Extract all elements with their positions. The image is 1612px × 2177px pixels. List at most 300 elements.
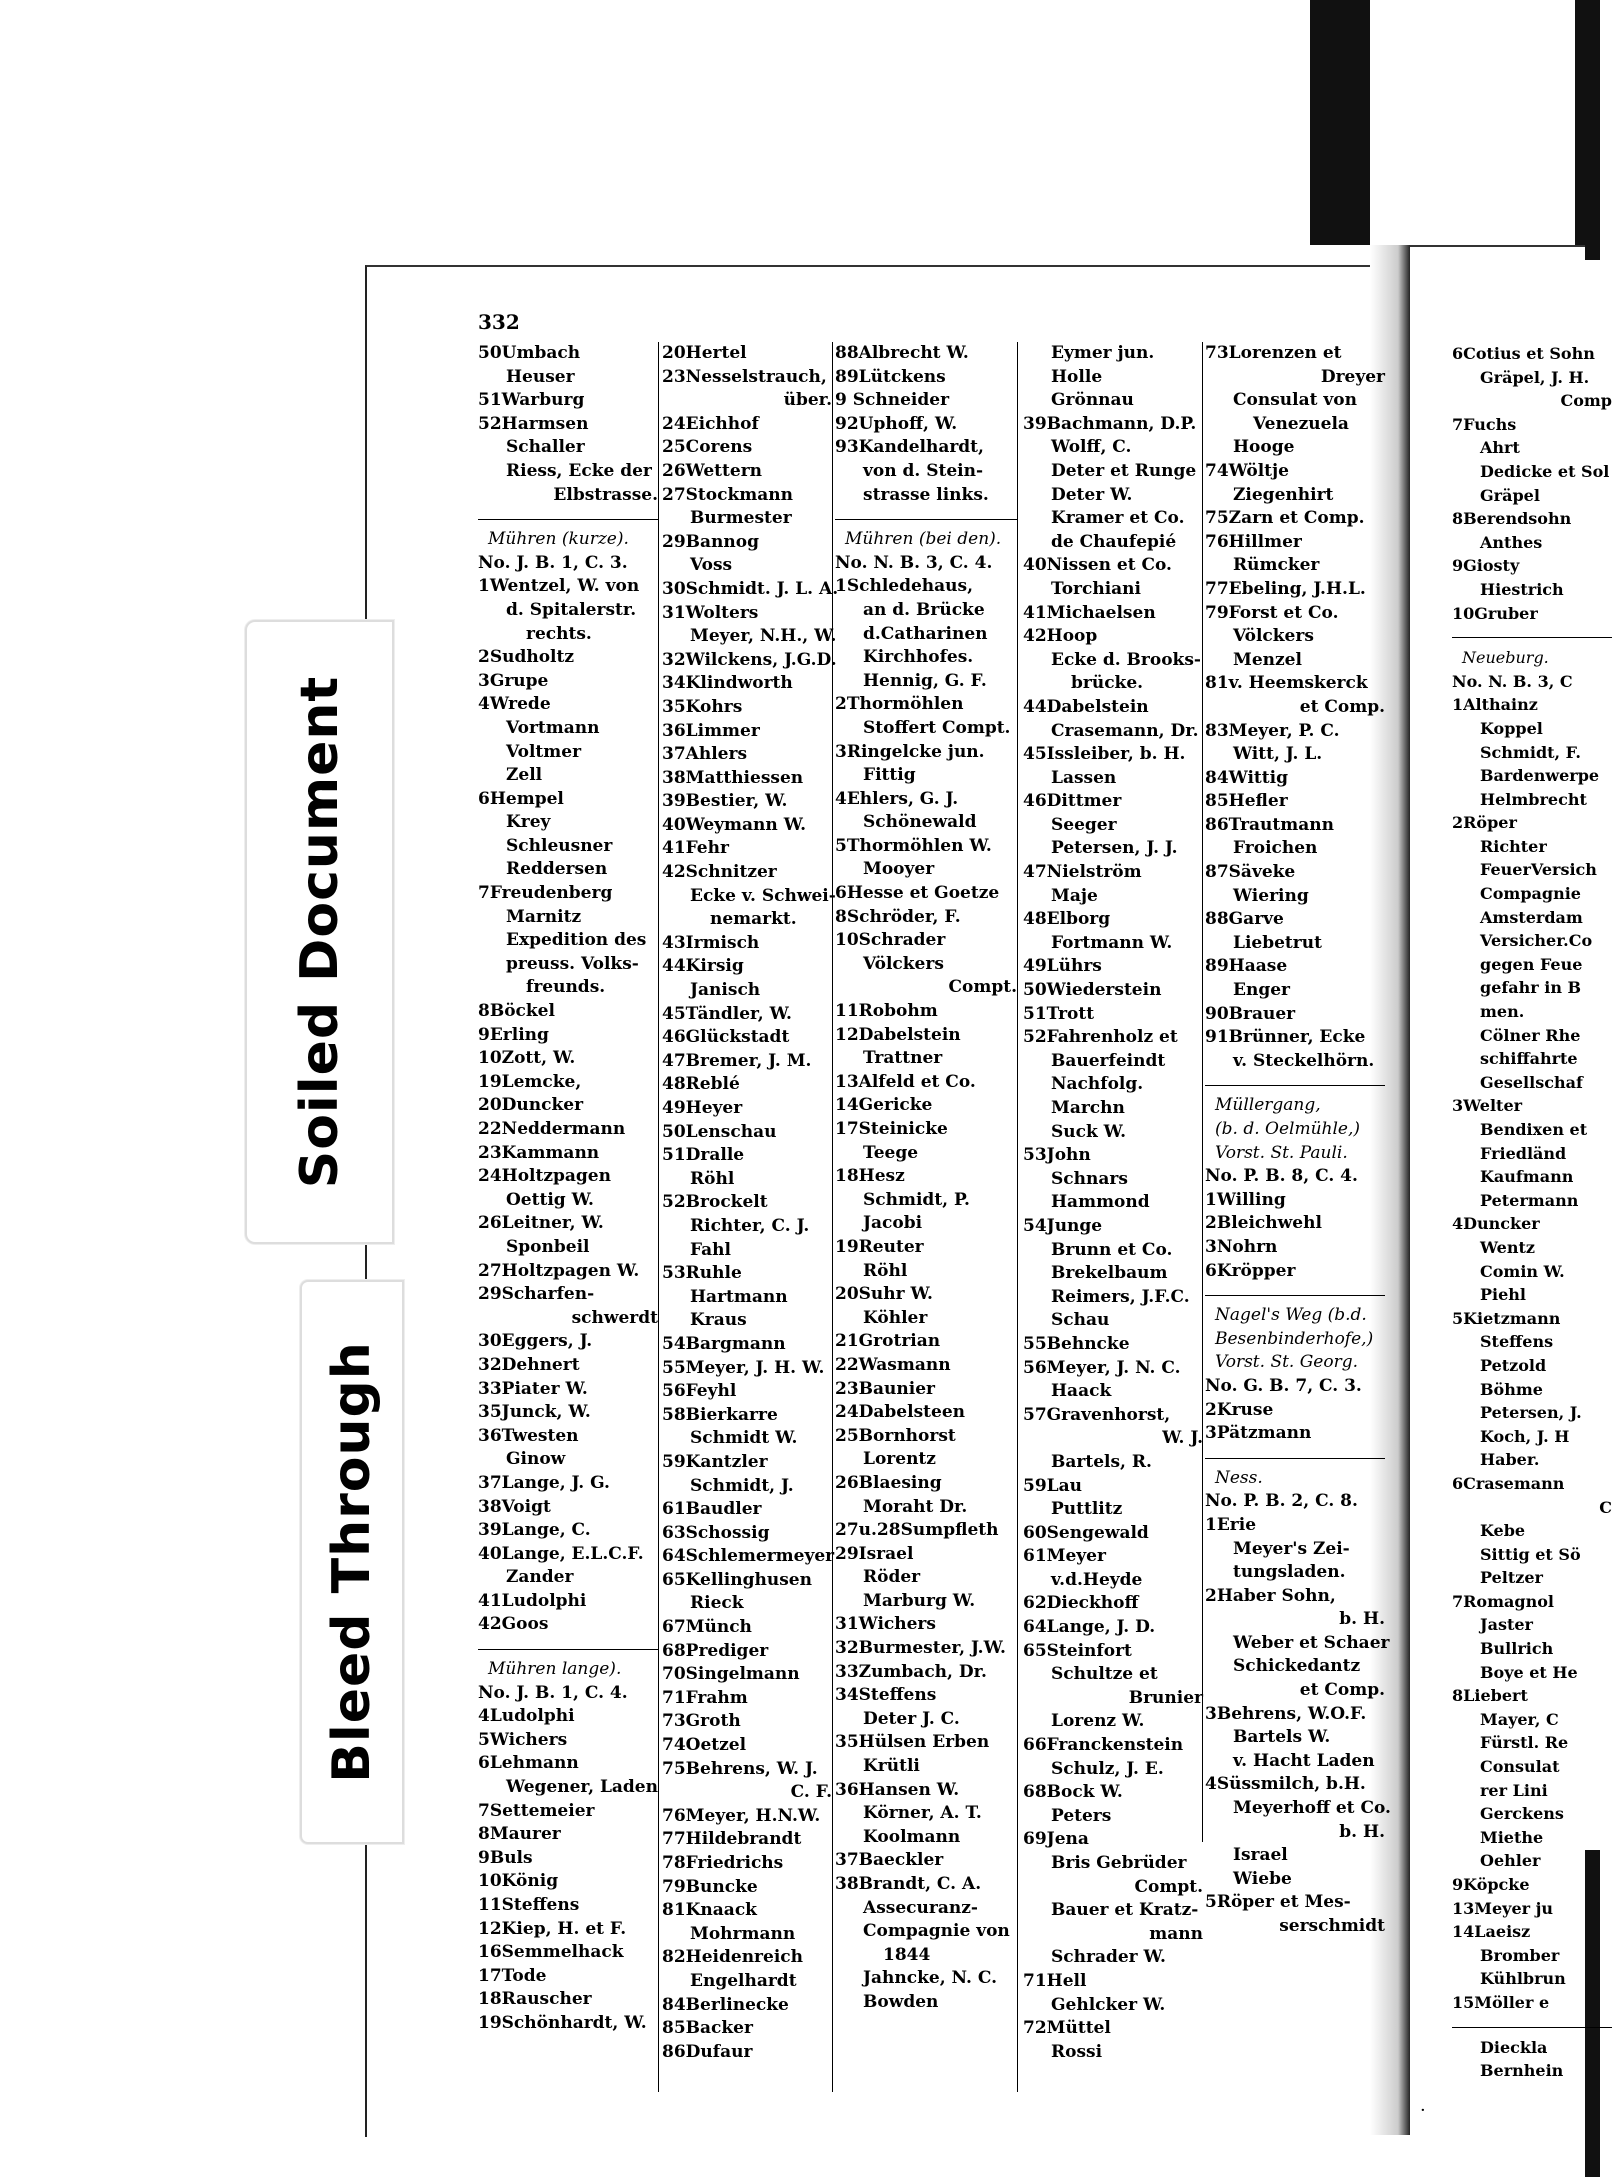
- scan-border: [1318, 0, 1370, 245]
- directory-entry: 4Wrede: [478, 694, 551, 715]
- directory-entry: 90Brauer: [1205, 1003, 1296, 1024]
- directory-entry: 58Bierkarre: [662, 1404, 778, 1425]
- directory-entry: 24Eichhof: [662, 413, 759, 434]
- directory-entry: serschmidt: [1279, 1916, 1385, 1936]
- directory-entry: Wiebe: [1233, 1868, 1292, 1889]
- directory-entry: Ginow: [506, 1449, 566, 1470]
- directory-entry: Jahncke, N. C.: [863, 1968, 997, 1989]
- directory-entry: 42Goos: [478, 1614, 549, 1635]
- directory-entry: 40Lange, E.L.C.F.: [478, 1543, 644, 1564]
- directory-entry: Dieckla: [1480, 2037, 1548, 2057]
- directory-entry: Witt, J. L.: [1233, 744, 1323, 765]
- directory-entry: 7Settemeier: [478, 1800, 595, 1821]
- directory-entry: 50Wiederstein: [1023, 980, 1162, 1001]
- directory-entry: 52Brockelt: [662, 1192, 768, 1213]
- directory-entry: Schleusner: [506, 835, 613, 856]
- directory-entry: 74Oetzel: [662, 1735, 747, 1756]
- section-rule: [478, 1637, 658, 1650]
- directory-entry: tungsladen.: [1233, 1562, 1346, 1583]
- directory-entry: 56Feyhl: [662, 1381, 737, 1402]
- directory-entry: Liebetrut: [1233, 932, 1322, 953]
- directory-entry: 27u.28Sumpfleth: [835, 1520, 999, 1541]
- directory-entry: 81v. Heemskerck: [1205, 673, 1368, 694]
- directory-entry: Moraht Dr.: [863, 1496, 968, 1517]
- directory-entry: 76Hillmer: [1205, 531, 1302, 552]
- directory-entry: 54Junge: [1023, 1215, 1103, 1236]
- directory-entry: Haack: [1051, 1381, 1112, 1402]
- directory-entry: 2Kruse: [1205, 1399, 1274, 1420]
- stray-mark: ·: [1420, 2100, 1426, 2121]
- directory-entry: 33Zumbach, Dr.: [835, 1661, 987, 1682]
- directory-entry: Sponbeil: [506, 1236, 590, 1257]
- directory-entry: 1Willing: [1205, 1189, 1286, 1210]
- directory-entry: Petersen, J. J.: [1051, 838, 1178, 859]
- directory-entry: 3Grupe: [478, 670, 549, 691]
- directory-entry: rer Lini: [1480, 1780, 1548, 1800]
- directory-entry: Schnars: [1051, 1168, 1128, 1189]
- directory-entry: 35Kohrs: [662, 696, 743, 717]
- directory-entry: Röhl: [863, 1260, 908, 1281]
- directory-entry: Compt.: [1134, 1876, 1203, 1897]
- directory-entry: 4Ludolphi: [478, 1706, 575, 1727]
- directory-entry: Compt.: [948, 977, 1017, 998]
- directory-entry: 48Elborg: [1023, 909, 1111, 930]
- directory-entry: Venezuela: [1253, 413, 1349, 434]
- directory-entry: 7Freudenberg: [478, 883, 613, 904]
- directory-entry: No. G. B. 7, C. 3.: [1205, 1375, 1362, 1396]
- street-heading: Besenbinderhofe,): [1215, 1328, 1374, 1349]
- directory-entry: 32Burmester, J.W.: [835, 1638, 1006, 1659]
- directory-entry: Völckers: [1233, 626, 1314, 647]
- directory-entry: No. N. B. 3, C: [1452, 671, 1573, 691]
- directory-entry: No. P. B. 2, C. 8.: [1205, 1491, 1358, 1512]
- street-heading: Mühren (bei den).: [845, 529, 1002, 550]
- directory-entry: 61Meyer: [1023, 1546, 1106, 1567]
- directory-entry: Krey: [506, 812, 551, 833]
- directory-entry: Comin W.: [1480, 1261, 1565, 1281]
- directory-entry: v. Steckelhörn.: [1233, 1050, 1375, 1071]
- directory-entry: 44Dabelstein: [1023, 696, 1149, 717]
- directory-entry: Bowden: [863, 1991, 939, 2012]
- directory-entry: 85Hefler: [1205, 791, 1288, 812]
- directory-entry: Oettig W.: [506, 1189, 594, 1210]
- directory-entry: 23Baunier: [835, 1378, 935, 1399]
- street-heading: Vorst. St. Georg.: [1215, 1352, 1359, 1373]
- directory-entry: 10Schrader: [835, 930, 946, 951]
- directory-entry: 46Glückstadt: [662, 1027, 790, 1048]
- directory-entry: 53John: [1023, 1145, 1091, 1166]
- directory-entry: Holle: [1051, 366, 1103, 387]
- directory-entry: 62Dieckhoff: [1023, 1593, 1139, 1614]
- directory-entry: Schulz, J. E.: [1051, 1758, 1164, 1779]
- directory-entry: 56Meyer, J. N. C.: [1023, 1357, 1181, 1378]
- directory-entry: 24Dabelsteen: [835, 1402, 965, 1423]
- directory-entry: et Comp.: [1299, 1680, 1385, 1701]
- directory-entry: 2Sudholtz: [478, 647, 575, 668]
- directory-entry: Bullrich: [1480, 1639, 1554, 1659]
- directory-entry: 3Ringelcke jun.: [835, 741, 985, 762]
- directory-entry: Bauer et Kratz-: [1051, 1900, 1199, 1921]
- directory-entry: Froichen: [1233, 838, 1318, 859]
- directory-entry: preuss. Volks-: [506, 953, 639, 974]
- directory-entry: über.: [783, 390, 832, 411]
- directory-entry: Fahl: [690, 1239, 731, 1260]
- directory-entry: 82Heidenreich: [662, 1947, 803, 1968]
- directory-entry: 41Ludolphi: [478, 1590, 587, 1611]
- directory-entry: 65Kellinghusen: [662, 1569, 812, 1590]
- directory-entry: 6Hempel: [478, 788, 564, 809]
- directory-entry: Bromber: [1480, 1945, 1560, 1965]
- directory-entry: 5Wichers: [478, 1729, 568, 1750]
- directory-entry: 63Schossig: [662, 1522, 770, 1543]
- directory-entry: 38Brandt, C. A.: [835, 1874, 982, 1894]
- street-heading: Neueburg.: [1462, 648, 1549, 668]
- directory-entry: 41Michaelsen: [1023, 602, 1156, 623]
- directory-entry: Riess, Ecke der: [506, 460, 652, 481]
- directory-entry: 13Alfeld et Co.: [835, 1071, 976, 1092]
- directory-entry: Comp: [1560, 391, 1612, 411]
- directory-entry: nemarkt.: [710, 909, 797, 930]
- street-heading: Mühren lange).: [488, 1659, 622, 1680]
- directory-entry: 3Nohrn: [1205, 1236, 1278, 1257]
- directory-entry: mann: [1149, 1923, 1203, 1944]
- directory-entry: 21Grotrian: [835, 1331, 941, 1352]
- directory-entry: Rieck: [690, 1593, 744, 1614]
- directory-entry: Sittig et Sö: [1480, 1544, 1581, 1564]
- directory-entry: 36Twesten: [478, 1425, 579, 1446]
- directory-entry: 1Althainz: [1452, 695, 1538, 715]
- directory-entry: Maje: [1051, 885, 1098, 906]
- directory-entry: Eymer jun.: [1051, 343, 1155, 363]
- directory-entry: 40Nissen et Co.: [1023, 555, 1172, 576]
- directory-entry: Bardenwerpe: [1480, 766, 1600, 786]
- directory-entry: 17Steinicke: [835, 1119, 948, 1139]
- directory-entry: freunds.: [526, 977, 606, 998]
- bleed-through-label: Bleed Through: [322, 1341, 382, 1783]
- directory-entry: 68Prediger: [662, 1640, 769, 1661]
- directory-entry: Nachfolg.: [1051, 1074, 1144, 1095]
- column-3: [835, 342, 1017, 2015]
- directory-entry: 39Bestier, W.: [662, 791, 788, 812]
- directory-entry: v.d.Heyde: [1051, 1569, 1143, 1590]
- directory-entry: 84Berlinecke: [662, 1994, 789, 2015]
- directory-entry: b. H.: [1339, 1821, 1385, 1842]
- directory-entry: Koolmann: [863, 1826, 961, 1847]
- directory-entry: von d. Stein-: [863, 460, 984, 481]
- directory-entry: Marnitz: [506, 906, 582, 927]
- directory-entry: 37Ahlers: [662, 744, 748, 765]
- directory-entry: 65Steinfort: [1023, 1640, 1132, 1661]
- directory-entry: 71Frahm: [662, 1687, 748, 1708]
- directory-entry: 5Thormöhlen W.: [835, 835, 992, 856]
- directory-entry: Koch, J. H: [1480, 1426, 1570, 1446]
- directory-entry: 22Wasmann: [835, 1354, 951, 1375]
- bleed-through-tab: [300, 1280, 404, 1844]
- directory-entry: 88Garve: [1205, 909, 1284, 930]
- directory-entry: Menzel: [1233, 649, 1302, 670]
- directory-entry: Assecuranz-: [863, 1897, 978, 1918]
- directory-entry: Mayer, C: [1480, 1709, 1559, 1729]
- directory-entry: d. Spitalerstr.: [506, 599, 637, 620]
- directory-entry: Deter J. C.: [863, 1708, 960, 1729]
- directory-entry: 20Hertel: [662, 343, 747, 363]
- directory-entry: 72Müttel: [1023, 2018, 1111, 2039]
- directory-entry: Puttlitz: [1051, 1499, 1123, 1520]
- directory-entry: 18Rauscher: [478, 1989, 592, 2010]
- directory-entry: 71Hell: [1023, 1970, 1087, 1991]
- directory-entry: 79Forst et Co.: [1205, 602, 1339, 623]
- section-rule: [835, 507, 1017, 520]
- directory-entry: Lorentz: [863, 1449, 936, 1470]
- directory-entry: Consulat von: [1233, 390, 1357, 411]
- directory-entry: 37Baeckler: [835, 1850, 944, 1871]
- directory-entry: Dreyer: [1320, 366, 1385, 387]
- directory-entry: Schmidt W.: [690, 1428, 798, 1449]
- directory-entry: W. J.: [1162, 1428, 1203, 1449]
- directory-entry: 35Hülsen Erben: [835, 1732, 990, 1753]
- street-heading: Müllergang,: [1215, 1095, 1321, 1116]
- directory-entry: Hennig, G. F.: [863, 670, 987, 691]
- directory-entry: 13Meyer ju: [1452, 1898, 1554, 1918]
- street-heading: Vorst. St. Pauli.: [1215, 1142, 1348, 1163]
- directory-entry: Bernhein: [1480, 2061, 1564, 2081]
- directory-entry: 35Junck, W.: [478, 1402, 591, 1423]
- directory-entry: C: [1599, 1497, 1612, 1517]
- directory-entry: Versicher.Co: [1480, 931, 1593, 951]
- directory-entry: Schultze et: [1051, 1664, 1158, 1685]
- directory-entry: 47Bremer, J. M.: [662, 1050, 812, 1071]
- directory-entry: 6Lehmann: [478, 1753, 579, 1774]
- directory-entry: Gerckens: [1480, 1804, 1564, 1824]
- directory-entry: 18Hesz: [835, 1166, 905, 1187]
- directory-entry: Bartels, R.: [1051, 1451, 1152, 1472]
- directory-entry: Haber.: [1480, 1450, 1540, 1470]
- directory-entry: 47Nielström: [1023, 862, 1142, 883]
- directory-entry: Schrader W.: [1051, 1947, 1166, 1968]
- directory-entry: Meyer's Zei-: [1233, 1538, 1350, 1559]
- directory-entry: 89Haase: [1205, 956, 1288, 977]
- directory-entry: Schmidt, F.: [1480, 742, 1581, 762]
- directory-entry: 42Hoop: [1023, 626, 1098, 647]
- directory-entry: v. Hacht Laden: [1233, 1750, 1375, 1771]
- directory-entry: Peters: [1051, 1805, 1112, 1826]
- directory-entry: 78Friedrichs: [662, 1853, 784, 1873]
- directory-entry: 12Dabelstein: [835, 1024, 961, 1045]
- directory-entry: Koppel: [1480, 718, 1543, 738]
- directory-entry: 34Klindworth: [662, 673, 793, 694]
- directory-entry: Bauerfeindt: [1051, 1050, 1166, 1071]
- directory-entry: 49Lührs: [1023, 956, 1102, 977]
- directory-entry: 32Wilckens, J.G.D.: [662, 649, 837, 670]
- directory-entry: Reimers, J.F.C.: [1051, 1286, 1190, 1307]
- directory-entry: 37Lange, J. G.: [478, 1472, 610, 1493]
- directory-entry: 9Köpcke: [1452, 1875, 1530, 1894]
- directory-entry: Schmidt, J.: [690, 1475, 794, 1496]
- directory-entry: Brunier: [1128, 1687, 1203, 1708]
- directory-entry: 92Uphoff, W.: [835, 413, 958, 434]
- directory-entry: 26Leitner, W.: [478, 1213, 604, 1234]
- directory-entry: 85Backer: [662, 2018, 753, 2039]
- directory-entry: 8Böckel: [478, 1001, 555, 1022]
- directory-entry: 31Wolters: [662, 602, 759, 623]
- directory-entry: Kraus: [690, 1310, 747, 1331]
- directory-entry: 26Blaesing: [835, 1472, 942, 1493]
- directory-entry: 11Steffens: [478, 1895, 580, 1915]
- directory-entry: Wiering: [1233, 885, 1309, 906]
- soiled-document-tab: [245, 620, 394, 1244]
- directory-entry: schwerdt: [571, 1307, 658, 1328]
- directory-entry: Böhme: [1480, 1379, 1543, 1399]
- directory-entry: 9Erling: [478, 1024, 549, 1045]
- directory-entry: Crasemann, Dr.: [1051, 720, 1199, 741]
- directory-entry: 61Baudler: [662, 1499, 762, 1520]
- directory-entry: Ecke d. Brooks-: [1051, 649, 1201, 670]
- directory-entry: 36Limmer: [662, 720, 760, 741]
- directory-entry: 70Singelmann: [662, 1664, 800, 1685]
- directory-entry: Richter: [1480, 836, 1547, 856]
- directory-entry: 51Dralle: [662, 1145, 745, 1166]
- directory-entry: 31Wichers: [835, 1614, 936, 1635]
- directory-entry: Meyerhoff et Co.: [1233, 1798, 1391, 1819]
- directory-entry: 54Bargmann: [662, 1333, 786, 1354]
- directory-entry: 2Bleichwehl: [1205, 1213, 1322, 1234]
- directory-entry: 19Reuter: [835, 1236, 924, 1257]
- directory-entry: Deter W.: [1051, 484, 1133, 505]
- directory-entry: 10Zott, W.: [478, 1048, 576, 1069]
- directory-entry: 64Lange, J. D.: [1023, 1617, 1156, 1638]
- section-rule: [478, 507, 658, 520]
- directory-entry: 1Schledehaus,: [835, 576, 974, 597]
- directory-entry: Ahrt: [1480, 438, 1520, 458]
- directory-entry: 32Dehnert: [478, 1354, 580, 1375]
- directory-entry: 86Dufaur: [662, 2041, 753, 2062]
- directory-entry: Anthes: [1480, 532, 1543, 552]
- directory-entry: 19Lemcke,: [478, 1071, 582, 1092]
- directory-entry: Richter, C. J.: [690, 1215, 810, 1236]
- directory-entry: 55Meyer, J. H. W.: [662, 1357, 825, 1378]
- directory-entry: b. H.: [1339, 1609, 1385, 1630]
- directory-entry: 17Tode: [478, 1965, 547, 1986]
- directory-entry: men.: [1480, 1002, 1525, 1022]
- directory-entry: Steffens: [1480, 1332, 1554, 1352]
- directory-entry: Bris Gebrüder: [1051, 1853, 1187, 1873]
- directory-entry: 30Schmidt. J. L. A.: [662, 578, 839, 599]
- directory-entry: 30Eggers, J.: [478, 1331, 593, 1352]
- directory-entry: 83Meyer, P. C.: [1205, 720, 1340, 741]
- column-6-facing: [1452, 342, 1612, 2083]
- directory-entry: Grönnau: [1051, 390, 1134, 411]
- directory-entry: Krütli: [863, 1756, 920, 1777]
- directory-entry: 4Süssmilch, b.H.: [1205, 1774, 1366, 1795]
- directory-entry: 2Haber Sohn,: [1205, 1585, 1336, 1606]
- directory-entry: Weber et Schaer: [1233, 1632, 1390, 1653]
- directory-entry: 8Berendsohn: [1452, 509, 1572, 529]
- directory-entry: 8Schröder, F.: [835, 906, 961, 927]
- directory-entry: Wolff, C.: [1051, 437, 1132, 458]
- directory-entry: No. J. B. 1, C. 3.: [478, 552, 628, 573]
- directory-entry: 15Möller e: [1452, 1992, 1550, 2012]
- directory-entry: Dedicke et Sol: [1480, 461, 1610, 481]
- directory-entry: Gräpel: [1480, 485, 1540, 505]
- directory-entry: Kühlbrun: [1480, 1969, 1566, 1989]
- directory-entry: 51Warburg: [478, 390, 585, 411]
- directory-entry: 67Münch: [662, 1617, 752, 1638]
- directory-entry: Körner, A. T.: [863, 1803, 982, 1824]
- directory-entry: 7Romagnol: [1452, 1591, 1554, 1611]
- directory-entry: 50Umbach: [478, 343, 581, 363]
- directory-entry: 73Lorenzen et: [1205, 343, 1342, 363]
- directory-entry: 3Pätzmann: [1205, 1423, 1312, 1444]
- directory-entry: 46Dittmer: [1023, 791, 1122, 812]
- page-number: 332: [478, 310, 520, 334]
- directory-entry: No. N. B. 3, C. 4.: [835, 552, 993, 573]
- section-rule: [1452, 2015, 1612, 2028]
- directory-entry: Rümcker: [1233, 555, 1320, 576]
- directory-entry: 91Brünner, Ecke: [1205, 1027, 1366, 1048]
- directory-entry: an d. Brücke: [863, 599, 985, 620]
- directory-entry: 6Hesse et Goetze: [835, 883, 1000, 904]
- directory-entry: 39Lange, C.: [478, 1520, 591, 1541]
- directory-entry: Kirchhofes.: [863, 647, 974, 668]
- scan-border: [1575, 0, 1600, 260]
- directory-entry: 5Röper et Mes-: [1205, 1892, 1351, 1913]
- directory-entry: 52Fahrenholz et: [1023, 1027, 1178, 1048]
- directory-entry: Ecke v. Schwei-: [690, 885, 836, 906]
- column-2: [662, 342, 839, 2064]
- directory-entry: Helmbrecht: [1480, 789, 1587, 809]
- directory-entry: Elbstrasse.: [553, 484, 658, 505]
- directory-entry: Trattner: [863, 1048, 943, 1069]
- directory-entry: 34Steffens: [835, 1685, 937, 1706]
- directory-entry: Expedition des: [506, 930, 647, 951]
- directory-entry: Schickedantz: [1233, 1656, 1361, 1677]
- directory-entry: Miethe: [1480, 1827, 1544, 1847]
- directory-entry: Fortmann W.: [1051, 932, 1173, 953]
- directory-entry: Ziegenhirt: [1233, 484, 1334, 505]
- directory-entry: gegen Feue: [1480, 954, 1583, 974]
- directory-entry: 75Zarn et Comp.: [1205, 508, 1365, 529]
- directory-entry: 86Trautmann: [1205, 814, 1334, 835]
- directory-entry: Lorenz W.: [1051, 1711, 1145, 1732]
- directory-entry: Hammond: [1051, 1192, 1150, 1213]
- directory-entry: rechts.: [526, 623, 592, 644]
- directory-entry: Compagnie: [1480, 884, 1581, 904]
- directory-entry: Jaster: [1480, 1615, 1533, 1635]
- directory-entry: Röhl: [690, 1168, 735, 1189]
- directory-entry: 24Holtzpagen: [478, 1166, 611, 1187]
- directory-entry: 23Nesselstrauch,: [662, 366, 827, 387]
- directory-entry: No. J. B. 1, C. 4.: [478, 1682, 628, 1703]
- directory-entry: strasse links.: [863, 484, 989, 505]
- directory-entry: 53Ruhle: [662, 1263, 742, 1284]
- directory-entry: Stoffert Compt.: [863, 717, 1011, 738]
- directory-entry: Piehl: [1480, 1285, 1526, 1305]
- directory-entry: 29Israel: [835, 1543, 914, 1564]
- column-4: [1023, 342, 1203, 2064]
- directory-entry: Schmidt, P.: [863, 1189, 970, 1210]
- directory-entry: Kaufmann: [1480, 1167, 1574, 1187]
- directory-entry: Röder: [863, 1567, 921, 1588]
- directory-entry: Bendixen et: [1480, 1120, 1588, 1139]
- directory-entry: 59Kantzler: [662, 1451, 768, 1472]
- directory-entry: Kebe: [1480, 1521, 1526, 1541]
- directory-entry: Vortmann: [506, 717, 600, 738]
- directory-entry: 6Crasemann: [1452, 1473, 1565, 1493]
- street-heading: (b. d. Oelmühle,): [1215, 1119, 1360, 1139]
- directory-entry: 3Welter: [1452, 1096, 1523, 1116]
- directory-entry: Köhler: [863, 1307, 928, 1328]
- directory-entry: et Comp.: [1299, 696, 1385, 717]
